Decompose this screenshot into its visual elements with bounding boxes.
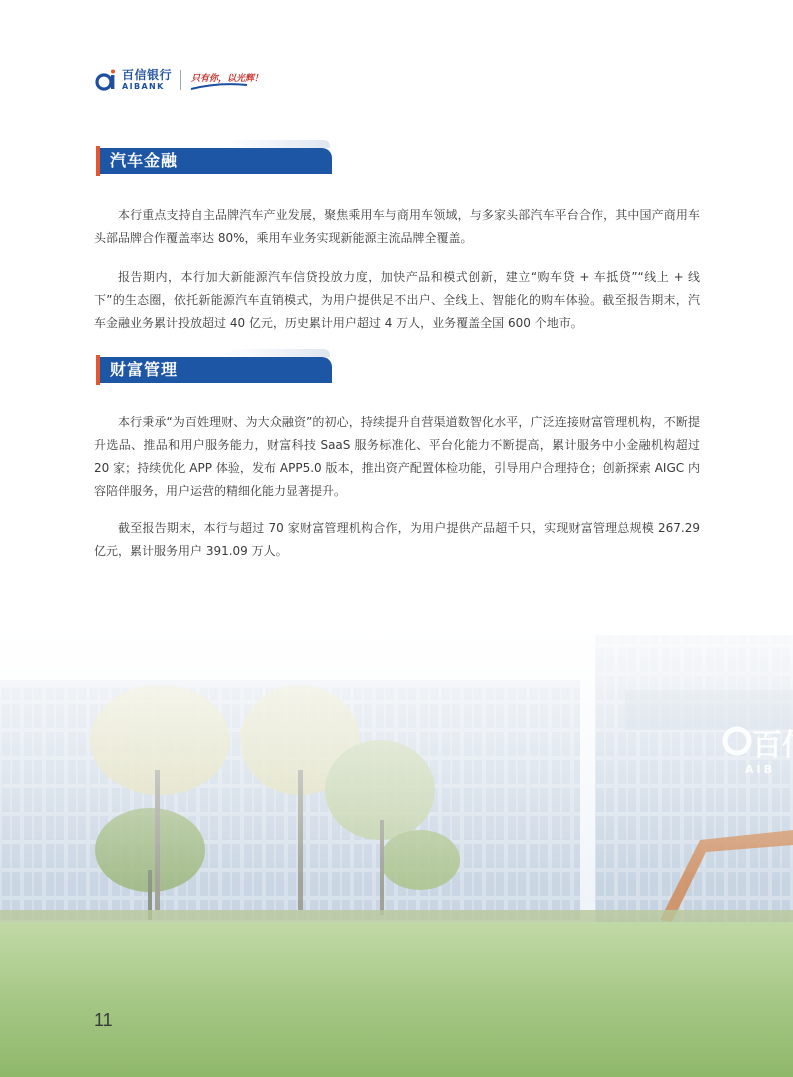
aibank-logo-icon	[94, 68, 118, 92]
section-header-auto-finance	[96, 146, 336, 176]
section-title: 财富管理	[110, 360, 179, 379]
section-title: 汽车金融	[110, 151, 179, 170]
bank-logo	[94, 66, 264, 94]
page-number: 11	[94, 1010, 113, 1030]
paragraph: 本行重点支持自主品牌汽车产业发展，聚焦乘用车与商用车领域，与多家头部汽车平台合作，其中国产商用车头部品牌合作覆盖率达 80%，乘用车业务实现新能源主流品牌全覆盖。	[94, 208, 700, 245]
paragraph: 报告期内，本行加大新能源汽车信贷投放力度，加快产品和模式创新，建立“购车贷 + 车抵贷”“线上 + 线下”的生态圈，依托新能源汽车直销模式，为用户提供足不出户、全线上、智能化的购车体验。截至报告期末，汽车金融业务累计投放超过 40 亿元，历史累计用户超过 4 万人，业务覆盖全国 600 个地市。	[94, 270, 700, 330]
section-header-wealth-management	[96, 355, 336, 385]
paragraph: 截至报告期末，本行与超过 70 家财富管理机构合作，为用户提供产品超千只，实现财富管理总规模 267.29 亿元，累计服务用户 391.09 万人。	[94, 521, 700, 558]
slogan-swoosh-icon	[189, 81, 249, 91]
paragraph: 本行秉承“为百姓理财、为大众融资”的初心，持续提升自营渠道数智化水平，广泛连接财富管理机构，不断提升选品、推品和用户服务能力，财富科技 SaaS 服务标准化、平台化能力不断提高，累计服务中小金融机构超过 20 家；持续优化 APP 体验，发布 APP5.0 版本，推出资产配置体检功能，引导用户合理持仓；创新探索 AIGC 内容陪伴服务，用户运营的精细化能力显著提升。	[94, 415, 700, 498]
logo-name-cn: 百信银行	[122, 68, 173, 82]
logo-name-en: AIBANK	[122, 82, 165, 91]
slogan-text: 只有你，以光辉！	[191, 74, 264, 84]
building-photo	[0, 590, 793, 1077]
slogan	[189, 67, 264, 93]
logo-divider	[180, 70, 181, 90]
